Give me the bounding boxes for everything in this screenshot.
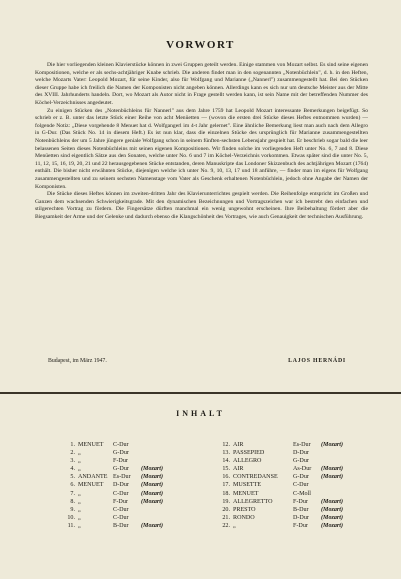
signature-line [48,358,346,364]
preface-paragraph: Die hier vorliegenden kleinen Klavierstücke können in zwei Gruppen geteilt werden. Einige stammen von Mozart selbst. Es sind seine eigenen Kompositionen, welche er als sechs-achtjähriger Knabe schrieb. Die anderen findet man in den sogenannten „Notenbüchlein", d. h. in den Heften, welche Mozarts Vater: Leopold Mozart, für seine Kinder, also für Wolfgang und Marianne („Nannerl") zusammengestellt hat. Bei den Stücken dieser Gruppe habe ich freilich die Namen der Komponisten nicht angeben können. Allerdings kann es sich nur um deutsche Meister aus der Mitte des XVIII. Jahrhunderts handeln. Dort, wo Mozart als Autor nicht in Frage gestellt werden kann, ist sein Name mit der betreffenden Nummer des Köchel-Verzeichnisses angedeutet. [35,62,368,106]
entry-key: C-Dur [113,442,129,448]
entry-key: C-Dur [113,514,129,521]
entry-number: 19. [222,498,230,505]
entry-key: G-Dur [293,474,309,481]
entry-title: PASSEPIED [233,450,265,457]
entry-key: Es-Dur [113,474,131,481]
contents-entry [64,481,163,489]
entry-title: MENUET [233,490,259,497]
entry-title: „ [78,498,81,505]
contents-entry [219,457,343,465]
entry-title: „ [78,450,81,457]
contents-entry [64,473,163,481]
contents-entry [64,465,163,473]
entry-key: F-Dur [293,522,308,529]
entry-title: AIR [233,466,244,473]
contents-entry [64,490,163,498]
entry-number: 22. [222,522,230,529]
contents-entry [64,457,163,465]
entry-number: 9. [70,506,75,513]
entry-composer: (Mozart) [141,474,164,481]
entry-number: 14. [222,458,230,465]
entry-key: G-Dur [293,458,309,465]
entry-number: 2. [70,450,75,457]
entry-title: „ [233,522,236,529]
author-name: LAJOS HERNÁDI [288,358,346,364]
entry-title: ALLEGRETTO [233,498,273,505]
entry-key: C-Dur [113,490,129,497]
entry-number: 16. [222,474,230,481]
entry-number: 6. [70,482,75,489]
entry-title: RONDO [233,514,255,521]
entry-composer: (Mozart) [141,482,164,489]
entry-composer: (Mozart) [321,498,344,505]
entry-title: AIR [233,442,244,448]
entry-key: D-Dur [293,514,309,521]
entry-key: D-Dur [113,482,129,489]
contents-entry [219,441,343,449]
entry-title: ANDANTE [78,474,108,481]
entry-number: 1. [70,442,75,448]
entry-title: „ [78,506,81,513]
entry-composer: (Mozart) [141,490,164,497]
entry-composer: (Mozart) [321,522,344,529]
entry-number: 17. [222,482,230,489]
entry-title: „ [78,522,81,529]
entry-key: G-Dur [113,450,129,457]
contents-entry [219,522,343,530]
entry-key: F-Dur [293,498,308,505]
entry-key: As-Dur [293,466,312,473]
entry-key: Es-Dur [293,442,311,448]
entry-key: B-Dur [293,506,309,513]
entry-key: G-Dur [113,466,129,473]
entry-composer: (Mozart) [141,466,164,473]
entry-composer: (Mozart) [321,514,344,521]
place-date: Budapest, im März 1947. [48,358,107,364]
entry-title: MENUET [78,482,104,489]
contents-entry [64,506,163,514]
contents-entry [64,441,163,449]
entry-number: 20. [222,506,230,513]
contents-title: INHALT [176,409,225,418]
entry-key: F-Dur [113,458,128,465]
entry-number: 11. [67,522,75,529]
entry-number: 3. [70,458,75,465]
contents-entry [64,449,163,457]
contents-column-right [219,441,343,530]
entry-key: D-Dur [293,450,309,457]
entry-composer: (Mozart) [321,506,344,513]
entry-composer: (Mozart) [321,442,344,448]
entry-title: CONTREDANSE [233,474,278,481]
entry-number: 21. [222,514,230,521]
section-divider [0,392,401,394]
entry-number: 4. [70,466,75,473]
entry-composer: (Mozart) [321,474,344,481]
entry-title: ALLEGRO [233,458,262,465]
preface-title: VORWORT [166,39,235,51]
entry-title: „ [78,466,81,473]
contents-entry [64,522,163,530]
preface-paragraph: Zu einigen Stücken des „Notenbüchleins für Nannerl" aus dem Jahre 1759 hat Leopold Mozart interessante Bemerkungen beigefügt. So schrieb er z. B. unter das letzte Stück einer Reihe von acht Menüetten — (wovon die ersten drei Stücke dieses Heftes entnommen wurden) — folgende Notiz: „Diese vorgehende 8 Menuet hat d. Wolfgangerl im 4-t Jahr gelernet". Eine ähnliche Bemerkung liest man auch nach dem Allegro in G-Dur. (Das Stück No. 14 in diesem Heft.) Es ist nun klar, dass die einzelnen Stücke des ursprünglich für Marianne zusammengestellten Notenbüchleins der um 5 Jahre jüngere geniale Wolfgang schon in seinem fünften-sechsten Lebensjahr gespielt hat. Er beschrieb sogar bald die leer belassenen Seiten dieses Notenbüchleins mit seinen eigenen Kompositionen. Wir finden solche im vorliegenden Heft unter No. 6, 7 and 8. Diese Menüetten sind eigentlich Sätze aus den Sonaten, welche unter No. 6 und 7 im Köchel-Verzeichnis vorkommen. Etwas später sind die unter No. 5, 11, 12, 15, 16, 19, 20, 21 und 22 herausgegebenen Stücke entstanden, deren Manuskripte das Londoner Skizzenbuch des achtjährigen Mozart (1764) enthält. Die bisher nicht erwähnten Stücke, diejenigen welche ich unter No. 9, 10, 13, 17 und 18 anführe, — finder man im eigens für Wolfgang zusammengestellten und zu seinem sechsten Namenstage vom Vater als Geschenk erhaltenen Notenbüchlein, jedoch ohne Angabe der Namen der Komponisten. [35,107,368,190]
entry-composer: (Mozart) [321,466,344,473]
contents-entry [219,449,343,457]
contents-entry [219,465,343,473]
entry-number: 18. [222,490,230,497]
contents-entry [64,498,163,506]
entry-title: „ [78,458,81,465]
entry-number: 15. [222,466,230,473]
entry-number: 8. [70,498,75,505]
entry-key: B-Dur [113,522,129,529]
contents-entry [64,514,163,522]
contents-entry [219,490,343,498]
entry-key: C-Dur [293,482,309,489]
entry-title: MENUET [78,442,104,448]
entry-title: MUSETTE [233,482,262,489]
entry-title: PRESTO [233,506,256,513]
contents-entry [219,498,343,506]
entry-title: „ [78,514,81,521]
entry-title: „ [78,490,81,497]
entry-number: 13. [222,450,230,457]
entry-key: C-Dur [113,506,129,513]
entry-composer: (Mozart) [141,522,164,529]
entry-composer: (Mozart) [141,498,164,505]
contents-entry [219,506,343,514]
contents-entry [219,473,343,481]
contents-entry [219,481,343,489]
preface-text [35,62,368,221]
preface-paragraph: Die Stücke dieses Heftes können im zweiten-dritten Jahr des Klavierunterrichtes gespielt werden. Die Reihenfolge entspricht im Großen und Ganzen dem wachsenden Schwierigkeitsgrade. Mit den dynamischen Bezeichnungen und Vortragszeichen war ich bestrebt den einfachen und stilgerechten Vortrag zu fördern. Die Fingersätze dürften manchmal ein wenig ungewohnt erscheinen. Ihre Beibehaltung fördert aber die Biegsamkeit der Arme und der Gelenke und dadurch ebenso die Klangschönheit des Vortrages, wie auch Genauigkeit der technischen Ausführung. [35,191,368,220]
entry-number: 7. [70,490,75,497]
entry-number: 12. [222,442,230,448]
entry-key: C-Moll [293,490,311,497]
entry-number: 5. [70,474,75,481]
contents-column-left [64,441,163,530]
contents-entry [219,514,343,522]
entry-key: F-Dur [113,498,128,505]
entry-number: 10. [67,514,75,521]
